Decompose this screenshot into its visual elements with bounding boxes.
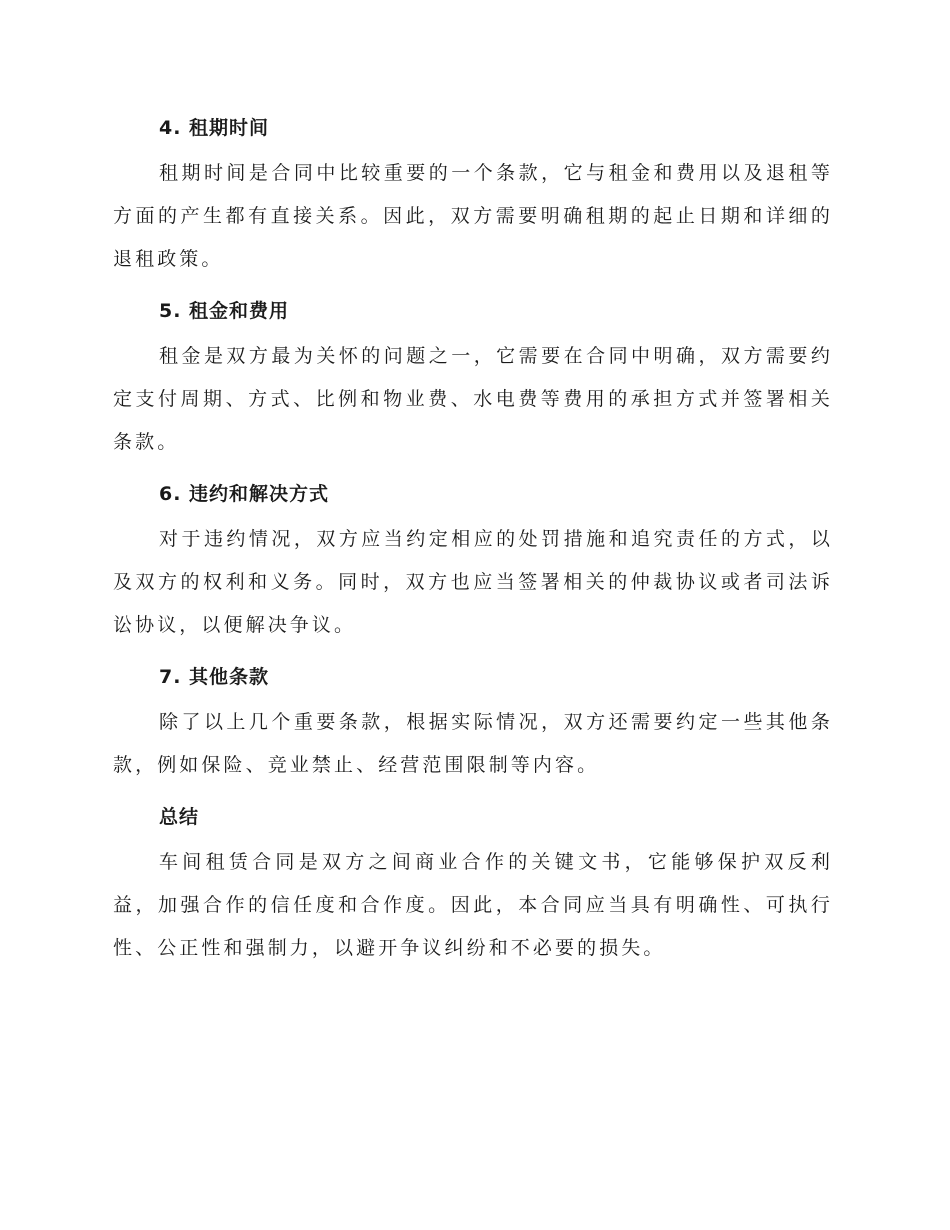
section-body-rent-and-fees: 租金是双方最为关怀的问题之一，它需要在合同中明确，双方需要约定支付周期、方式、比例和物业费、水电费等费用的承担方式并签署相关条款。 <box>113 345 833 453</box>
section-body-breach-and-resolution: 对于违约情况，双方应当约定相应的处罚措施和追究责任的方式，以及双方的权利和义务。同时，双方也应当签署相关的仲裁协议或者司法诉讼协议，以便解决争议。 <box>113 528 833 636</box>
section-body-other-terms: 除了以上几个重要条款，根据实际情况，双方还需要约定一些其他条款，例如保险、竞业禁止、经营范围限制等内容。 <box>113 711 833 776</box>
document-body <box>113 110 833 982</box>
section-heading-breach-and-resolution: 6. 违约和解决方式 <box>159 483 330 505</box>
section-body-summary: 车间租赁合同是双方之间商业合作的关键文书，它能够保护双反利益，加强合作的信任度和合作度。因此，本合同应当具有明确性、可执行性、公正性和强制力，以避开争议纠纷和不必要的损失。 <box>113 851 833 959</box>
section-heading-rental-term: 4. 租期时间 <box>159 117 270 139</box>
section-heading-rent-and-fees: 5. 租金和费用 <box>159 300 290 322</box>
section-heading-summary: 总结 <box>159 806 200 828</box>
section-heading-other-terms: 7. 其他条款 <box>159 666 270 688</box>
section-body-rental-term: 租期时间是合同中比较重要的一个条款，它与租金和费用以及退租等方面的产生都有直接关系。因此，双方需要明确租期的起止日期和详细的退租政策。 <box>113 162 833 270</box>
